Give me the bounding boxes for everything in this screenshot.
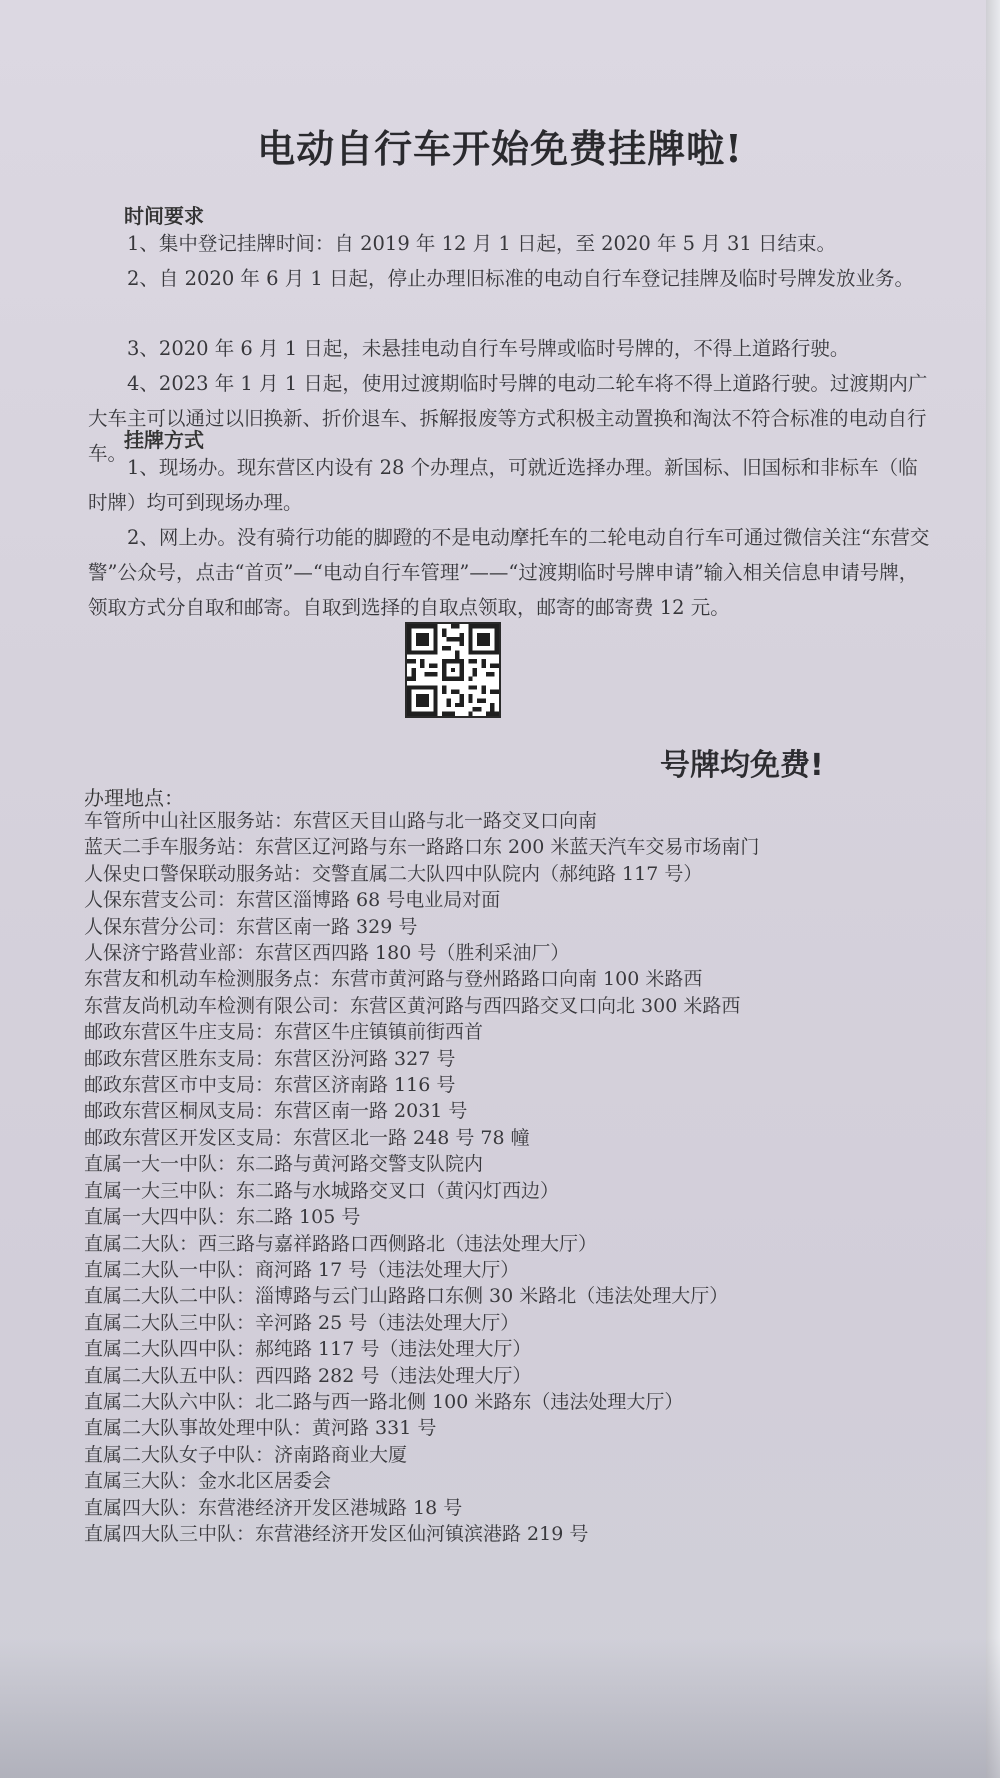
time-item-4: 4、2023 年 1 月 1 日起，使用过渡期临时号牌的电动二轮车将不得上道路行驶。过渡期内广大车主可以通过以旧换新、折价退车、拆解报废等方式积极主动置换和淘汰不符合标准的电动自行车。: [88, 372, 928, 465]
method-item-2: 2、网上办。没有骑行功能的脚蹬的不是电动摩托车的二轮电动自行车可通过微信关注“东营交警”公众号，点击“首页”—“电动自行车管理”——“过渡期临时号牌申请”输入相关信息申请号牌，领取方式分自取和邮寄。自取到选择的自取点领取，邮寄的邮寄费 12 元。: [88, 526, 930, 619]
list-item: 直属二大队：西三路与嘉祥路路口西侧路北（违法处理大厅）: [84, 1232, 598, 1255]
list-item: 直属二大队四中队：郝纯路 117 号（违法处理大厅）: [84, 1338, 532, 1361]
list-item: 人保东营分公司：东营区南一路 329 号: [84, 915, 418, 938]
list-item: 东营友和机动车检测服务点：东营市黄河路与登州路路口向南 100 米路西: [84, 968, 703, 991]
list-item: 人保东营支公司：东营区淄博路 68 号电业局对面: [84, 889, 501, 912]
qr-code-icon: [405, 622, 501, 718]
list-item: 邮政东营区桐凤支局：东营区南一路 2031 号: [84, 1100, 468, 1123]
paper-edge: [986, 0, 1000, 1778]
list-item: 直属二大队女子中队：济南路商业大厦: [84, 1443, 408, 1466]
list-item: 人保史口警保联动服务站：交警直属二大队四中队院内（郝纯路 117 号）: [84, 862, 703, 885]
list-item: 车管所中山社区服务站：东营区天目山路与北一路交叉口向南: [84, 810, 598, 832]
time-item-3: 3、2020 年 6 月 1 日起，未悬挂电动自行车号牌或临时号牌的，不得上道路行驶。: [127, 337, 850, 360]
list-item: 邮政东营区市中支局：东营区济南路 116 号: [84, 1074, 456, 1097]
list-item: 直属二大队一中队：商河路 17 号（违法处理大厅）: [84, 1258, 520, 1281]
list-item: 直属一大四中队：东二路 105 号: [84, 1206, 361, 1229]
list-item: 直属二大队五中队：西四路 282 号（违法处理大厅）: [84, 1364, 532, 1387]
list-item: 邮政东营区开发区支局：东营区北一路 248 号 78 幢: [84, 1126, 530, 1149]
list-item: 人保济宁路营业部：东营区西四路 180 号（胜利采油厂）: [84, 942, 570, 965]
bottom-shadow: [0, 1638, 1000, 1778]
list-item: 邮政东营区牛庄支局：东营区牛庄镇镇前街西首: [84, 1021, 484, 1044]
list-item: 直属二大队三中队：辛河路 25 号（违法处理大厅）: [84, 1311, 520, 1334]
list-item: 直属一大三中队：东二路与水城路交叉口（黄闪灯西边）: [84, 1179, 560, 1202]
list-item: 邮政东营区胜东支局：东营区汾河路 327 号: [84, 1047, 456, 1070]
time-heading: 时间要求: [124, 204, 204, 228]
list-item: 直属二大队事故处理中队：黄河路 331 号: [84, 1417, 437, 1440]
list-item: 直属二大队六中队：北二路与西一路北侧 100 米路东（违法处理大厅）: [84, 1390, 684, 1413]
list-item: 直属二大队二中队：淄博路与云门山路路口东侧 30 米路北（违法处理大厅）: [84, 1285, 729, 1308]
list-item: 直属一大一中队：东二路与黄河路交警支队院内: [84, 1153, 484, 1176]
time-item-1: 1、集中登记挂牌时间：自 2019 年 12 月 1 日起，至 2020 年 5 月 31 日结束。: [127, 232, 836, 255]
locations-heading: 办理地点：: [84, 786, 184, 810]
method-heading: 挂牌方式: [124, 428, 204, 452]
document-title: 电动自行车开始免费挂牌啦!: [257, 126, 743, 171]
free-notice: 号牌均免费!: [660, 748, 824, 783]
list-item: 东营友尚机动车检测有限公司：东营区黄河路与西四路交叉口向北 300 米路西: [84, 994, 741, 1017]
list-item: 直属四大队三中队：东营港经济开发区仙河镇滨港路 219 号: [84, 1522, 589, 1545]
list-item: 蓝天二手车服务站：东营区辽河路与东一路路口东 200 米蓝天汽车交易市场南门: [84, 836, 760, 859]
list-item: 直属四大队：东营港经济开发区港城路 18 号: [84, 1496, 463, 1519]
time-item-2: 2、自 2020 年 6 月 1 日起，停止办理旧标准的电动自行车登记挂牌及临时号牌发放业务。: [127, 267, 915, 290]
locations-list: [84, 808, 944, 1547]
list-item: 直属三大队：金水北区居委会: [84, 1470, 332, 1493]
method-item-1: 1、现场办。现东营区内设有 28 个办理点，可就近选择办理。新国标、旧国标和非标车（临时牌）均可到现场办理。: [88, 456, 918, 514]
